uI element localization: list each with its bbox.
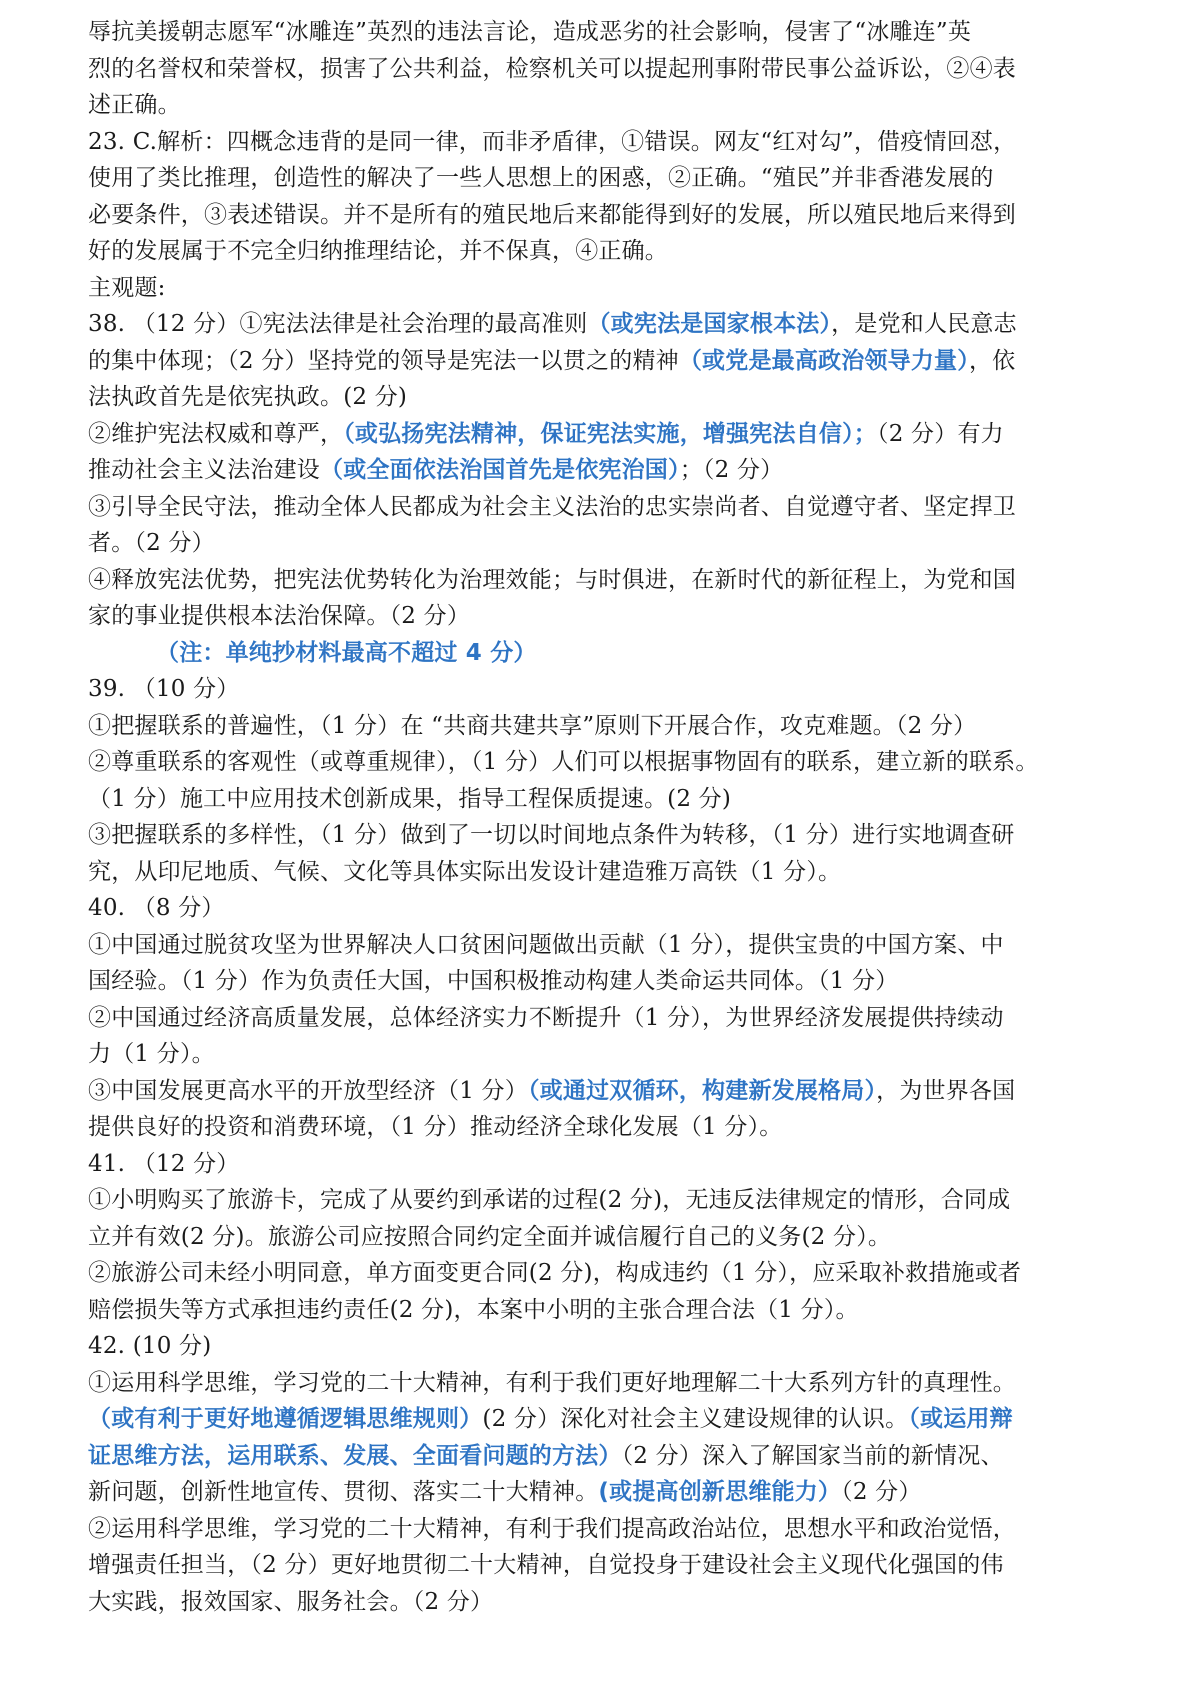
answer-text: （2 分）深入了解国家当前的新情况、 [621,1442,1004,1469]
text-line [88,233,1128,270]
text-line [88,635,1128,672]
text-line [88,671,1128,708]
answer-text: 提供良好的投资和消费环境，（1 分）推动经济全球化发展（1 分）。 [88,1114,783,1140]
text-line [88,306,1128,343]
answer-text: (2 分）深化对社会主义建设规律的认识。 [482,1406,909,1432]
answer-text: 使用了类比推理，创造性的解决了一些人思想上的困惑，②正确。“殖民”并非香港发展的 [88,165,994,191]
text-line [88,87,1128,124]
answer-text: 究，从印尼地质、气候、文化等具体实际出发设计建造雅万高铁（1 分）。 [88,858,842,885]
alternative-answer-note: 证思维方法，运用联系、发展、全面看问题的方法） [88,1442,622,1469]
alternative-answer-note: （或宪法是国家根本法） [587,311,832,337]
text-line [88,270,1128,307]
answer-text: 力（1 分）。 [88,1041,215,1067]
text-line [88,890,1128,927]
text-line [88,1584,1128,1621]
text-line [88,854,1128,891]
answer-text: ③中国发展更高水平的开放型经济（1 分） [88,1077,528,1104]
answer-document [88,14,1128,1620]
answer-text: 新问题，创新性地宣传、贯彻、落实二十大精神。 [88,1479,599,1505]
answer-text: ；（2 分） [679,457,784,483]
answer-text: ①把握联系的普遍性，（1 分）在 “共商共建共享”原则下开展合作，攻克难题。（2 分） [88,712,977,739]
answer-text: ②尊重联系的客观性（或尊重规律），（1 分）人们可以根据事物固有的联系，建立新的联系。 [88,749,1039,775]
text-line [88,525,1128,562]
text-line [88,744,1128,781]
text-line [88,1511,1128,1548]
text-line [88,963,1128,1000]
alternative-answer-note: （或党是最高政治领导力量） [678,347,969,374]
text-line [88,1438,1128,1475]
answer-text: 39. （10 分） [88,676,240,702]
answer-text: 必要条件，③表述错误。并不是所有的殖民地后来都能得到好的发展，所以殖民地后来得到 [88,201,1016,228]
answer-text: 40. （8 分） [88,895,225,921]
text-line [88,1328,1128,1365]
alternative-answer-note: （或通过双循环，构建新发展格局） [527,1077,877,1104]
answer-text: （2 分）有力 [877,420,1004,447]
alternative-answer-note: （或有利于更好地遵循逻辑思维规则） [88,1406,483,1432]
text-line [88,598,1128,635]
answer-text: 述正确。 [88,92,181,118]
answer-text: 国经验。（1 分）作为负责任大国，中国积极推动构建人类命运共同体。（1 分） [88,968,899,994]
text-line [88,927,1128,964]
text-line [88,708,1128,745]
text-line [88,1073,1128,1110]
answer-text: 的集中体现；（2 分）坚持党的领导是宪法一以贯之的精神 [88,347,679,374]
text-line [88,160,1128,197]
answer-text: ④释放宪法优势，把宪法优势转化为治理效能；与时俱进，在新时代的新征程上，为党和国 [88,566,1016,593]
text-line [88,1109,1128,1146]
answer-text: 42. (10 分) [88,1333,212,1359]
answer-text: 好的发展属于不完全归纳推理结论，并不保真，④正确。 [88,238,668,264]
answer-text: 立并有效(2 分)。旅游公司应按照合同约定全面并诚信履行自己的义务(2 分）。 [88,1223,892,1250]
answer-text: 23. C.解析：四概念违背的是同一律，而非矛盾律，①错误。网友“红对勾”，借疫情回怼， [88,128,1017,155]
text-line [88,452,1128,489]
text-line [88,379,1128,416]
answer-text: 法执政首先是依宪执政。(2 分) [88,384,408,410]
answer-text: ，为世界各国 [876,1077,1016,1104]
answer-text: ③把握联系的多样性，（1 分）做到了一切以时间地点条件为转移，（1 分）进行实地调查研 [88,822,1015,848]
text-line [88,1292,1128,1329]
answer-text: ，依 [968,347,1016,374]
text-line [88,1036,1128,1073]
text-line [88,124,1128,161]
answer-text: ②运用科学思维，学习党的二十大精神，有利于我们提高政治站位，思想水平和政治觉悟， [88,1515,1016,1542]
answer-text: （2 分） [841,1479,922,1505]
text-line [88,1146,1128,1183]
answer-text: 大实践，报效国家、服务社会。（2 分） [88,1588,494,1615]
answer-text: 烈的名誉权和荣誉权，损害了公共利益，检察机关可以提起刑事附带民事公益诉讼，②④表 [88,55,1016,82]
text-line [88,1401,1128,1438]
answer-text: ②旅游公司未经小明同意，单方面变更合同(2 分)，构成违约（1 分），应采取补救措施或者 [88,1260,1022,1286]
alternative-answer-note: （注：单纯抄材料最高不超过 4 分） [156,639,537,666]
answer-text: ③引导全民守法，推动全体人民都成为社会主义法治的忠实崇尚者、自觉遵守者、坚定捍卫 [88,493,1016,520]
text-line [88,343,1128,380]
alternative-answer-note: （或运用辩 [908,1406,1013,1432]
answer-text: ①中国通过脱贫攻坚为世界解决人口贫困问题做出贡献（1 分），提供宝贵的中国方案、中 [88,931,1004,958]
answer-text: ，是党和人民意志 [831,311,1017,337]
answer-text: 增强责任担当，（2 分）更好地贯彻二十大精神，自觉投身于建设社会主义现代化强国的伟 [88,1552,1004,1578]
answer-text: （1 分）施工中应用技术创新成果，指导工程保质提速。(2 分) [88,785,732,812]
text-line [88,416,1128,453]
text-line [88,1255,1128,1292]
answer-text: 家的事业提供根本法治保障。（2 分） [88,603,471,629]
text-line [88,1474,1128,1511]
answer-text: 主观题: [88,274,166,301]
answer-text: 41. （12 分） [88,1150,240,1177]
alternative-answer-note: （或弘扬宪法精神，保证宪法实施，增强宪法自信）； [343,420,878,447]
alternative-answer-note: (或提高创新思维能力） [598,1479,842,1505]
text-line [88,197,1128,234]
text-line [88,14,1128,51]
answer-text: 者。（2 分） [88,530,215,556]
text-line [88,817,1128,854]
answer-text: ①运用科学思维，学习党的二十大精神，有利于我们更好地理解二十大系列方针的真理性。 [88,1369,1016,1396]
text-line [88,562,1128,599]
text-line [88,51,1128,88]
answer-text: 推动社会主义法治建设 [88,457,320,483]
alternative-answer-note: （或全面依法治国首先是依宪治国） [320,457,680,483]
answer-text: 辱抗美援朝志愿军“冰雕连”英烈的违法言论，造成恶劣的社会影响，侵害了“冰雕连”英 [88,19,972,45]
answer-text: ②维护宪法权威和尊严， [88,420,344,447]
text-line [88,1182,1128,1219]
text-line [88,1547,1128,1584]
text-line [88,1000,1128,1037]
text-line [88,1365,1128,1402]
answer-text: 38. （12 分）①宪法法律是社会治理的最高准则 [88,311,588,337]
text-line [88,1219,1128,1256]
answer-text: ②中国通过经济高质量发展，总体经济实力不断提升（1 分），为世界经济发展提供持续动 [88,1004,1004,1031]
text-line [88,781,1128,818]
answer-text: ①小明购买了旅游卡，完成了从要约到承诺的过程(2 分)，无违反法律规定的情形，合同成 [88,1187,1011,1213]
text-line [88,489,1128,526]
answer-text: 赔偿损失等方式承担违约责任(2 分)，本案中小明的主张合理合法（1 分）。 [88,1296,859,1323]
